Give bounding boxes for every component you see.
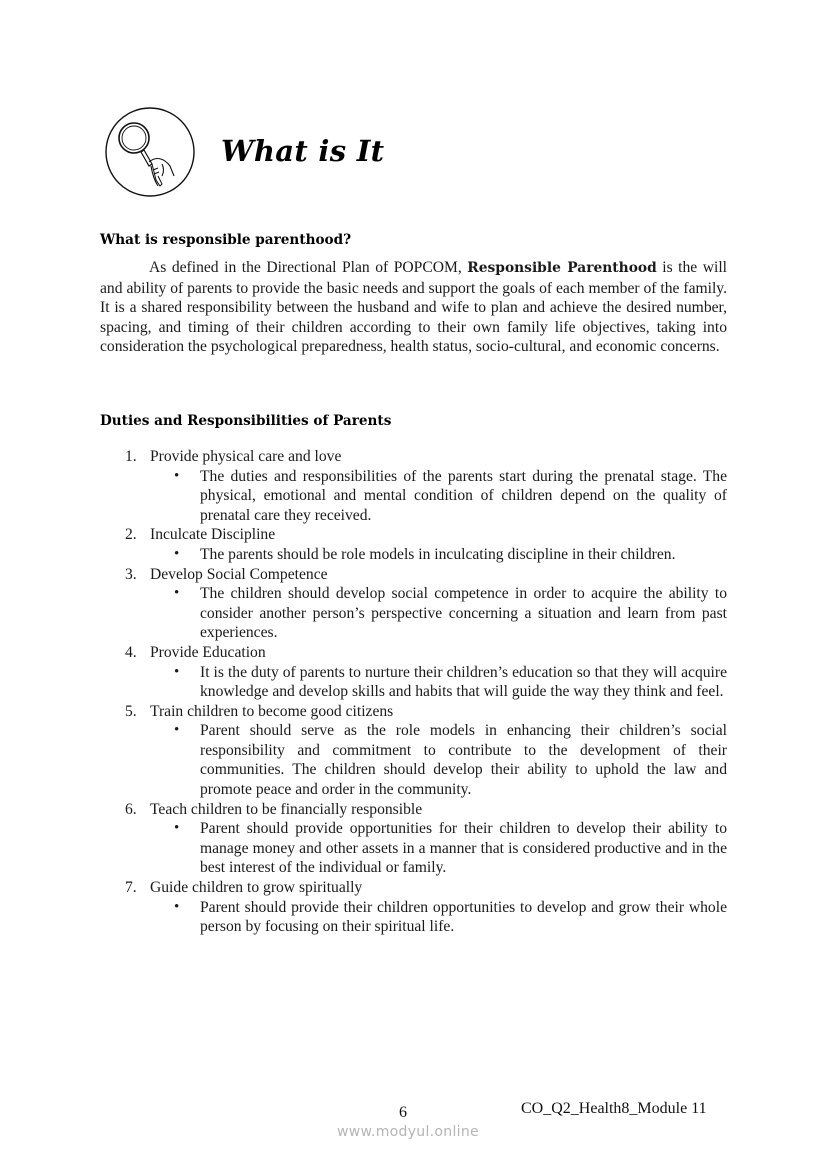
duty-title: Train children to become good citizens bbox=[150, 702, 394, 720]
duties-heading: Duties and Responsibilities of Parents bbox=[100, 412, 392, 429]
magnifying-glass-hand-icon bbox=[104, 106, 196, 198]
duty-item bbox=[100, 878, 727, 937]
module-code: CO_Q2_Health8_Module 11 bbox=[521, 1100, 707, 1117]
duty-detail bbox=[150, 467, 727, 526]
duty-item bbox=[100, 565, 727, 643]
duty-number: 3. bbox=[125, 565, 137, 583]
duty-number: 2. bbox=[125, 526, 137, 544]
definition-term: Responsible Parenthood bbox=[467, 260, 657, 276]
duty-detail bbox=[150, 721, 727, 799]
bullet-icon: • bbox=[174, 722, 180, 739]
duty-detail bbox=[150, 819, 727, 878]
duty-detail-text: Parent should serve as the role models in enhancing their children’s social responsibility and commitment to contribute to the development of their communities. The children should develop their ability to uphold the law and promote peace and order in the community. bbox=[200, 722, 727, 799]
duty-title: Provide Education bbox=[150, 643, 266, 661]
main-content bbox=[100, 230, 727, 937]
duty-detail-text: Parent should provide opportunities for their children to develop their ability to manage money and other assets in a manner that is considered productive and in the best interest of the individual or family. bbox=[200, 820, 727, 877]
duty-item bbox=[100, 800, 727, 878]
question-heading: What is responsible parenthood? bbox=[100, 232, 352, 248]
duty-number: 1. bbox=[125, 447, 137, 465]
duty-item bbox=[100, 447, 727, 525]
duty-title: Guide children to grow spiritually bbox=[150, 879, 363, 897]
duty-detail bbox=[150, 663, 727, 702]
duty-detail-text: The duties and responsibilities of the parents start during the prenatal stage. The physical, emotional and mental condition of children depend on the quality of prenatal care they received. bbox=[200, 467, 727, 524]
bullet-icon: • bbox=[174, 585, 180, 602]
duty-detail bbox=[150, 898, 727, 937]
duty-number: 5. bbox=[125, 702, 137, 720]
duty-detail-text: The parents should be role models in inculcating discipline in their children. bbox=[200, 545, 676, 563]
duty-title: Provide physical care and love bbox=[150, 447, 342, 465]
duty-detail bbox=[150, 545, 727, 565]
duty-detail bbox=[150, 584, 727, 643]
duty-detail-text: It is the duty of parents to nurture their children’s education so that they will acquire knowledge and develop skills and habits that will guide the way they think and feel. bbox=[200, 663, 727, 701]
bullet-icon: • bbox=[174, 898, 180, 915]
bullet-icon: • bbox=[174, 663, 180, 680]
duty-title: Inculcate Discipline bbox=[150, 526, 276, 544]
definition-paragraph bbox=[100, 258, 727, 357]
page-number: 6 bbox=[399, 1104, 407, 1121]
duty-title: Develop Social Competence bbox=[150, 565, 328, 583]
bullet-icon: • bbox=[174, 820, 180, 837]
watermark-link[interactable]: www.modyul.online bbox=[337, 1124, 479, 1140]
definition-intro: As defined in the Directional Plan of POPCOM, bbox=[149, 259, 468, 276]
bullet-icon: • bbox=[174, 545, 180, 562]
duty-number: 7. bbox=[125, 879, 137, 897]
section-title: What is It bbox=[221, 134, 385, 168]
duty-number: 4. bbox=[125, 643, 137, 661]
duty-item bbox=[100, 643, 727, 702]
duty-number: 6. bbox=[125, 800, 137, 818]
bullet-icon: • bbox=[174, 467, 180, 484]
duty-title: Teach children to be financially responsible bbox=[150, 800, 423, 818]
duty-detail-text: The children should develop social competence in order to acquire the ability to consider another person’s perspective concerning a situation and learn from past experiences. bbox=[200, 585, 727, 642]
duty-detail-text: Parent should provide their children opportunities to develop and grow their whole person by focusing on their spiritual life. bbox=[200, 898, 727, 936]
definition-body: is the will and ability of parents to provide the basic needs and support the goals of each member of the family. It is a shared responsibility between the husband and wife to plan and achieve the desired number, spacing, and timing of their children according to their own family life objectives, taking into consideration the psychological preparedness, health status, socio-cultural, and economic concerns. bbox=[100, 259, 728, 356]
duty-item bbox=[100, 702, 727, 800]
duty-item bbox=[100, 525, 727, 564]
duties-list bbox=[100, 447, 727, 937]
